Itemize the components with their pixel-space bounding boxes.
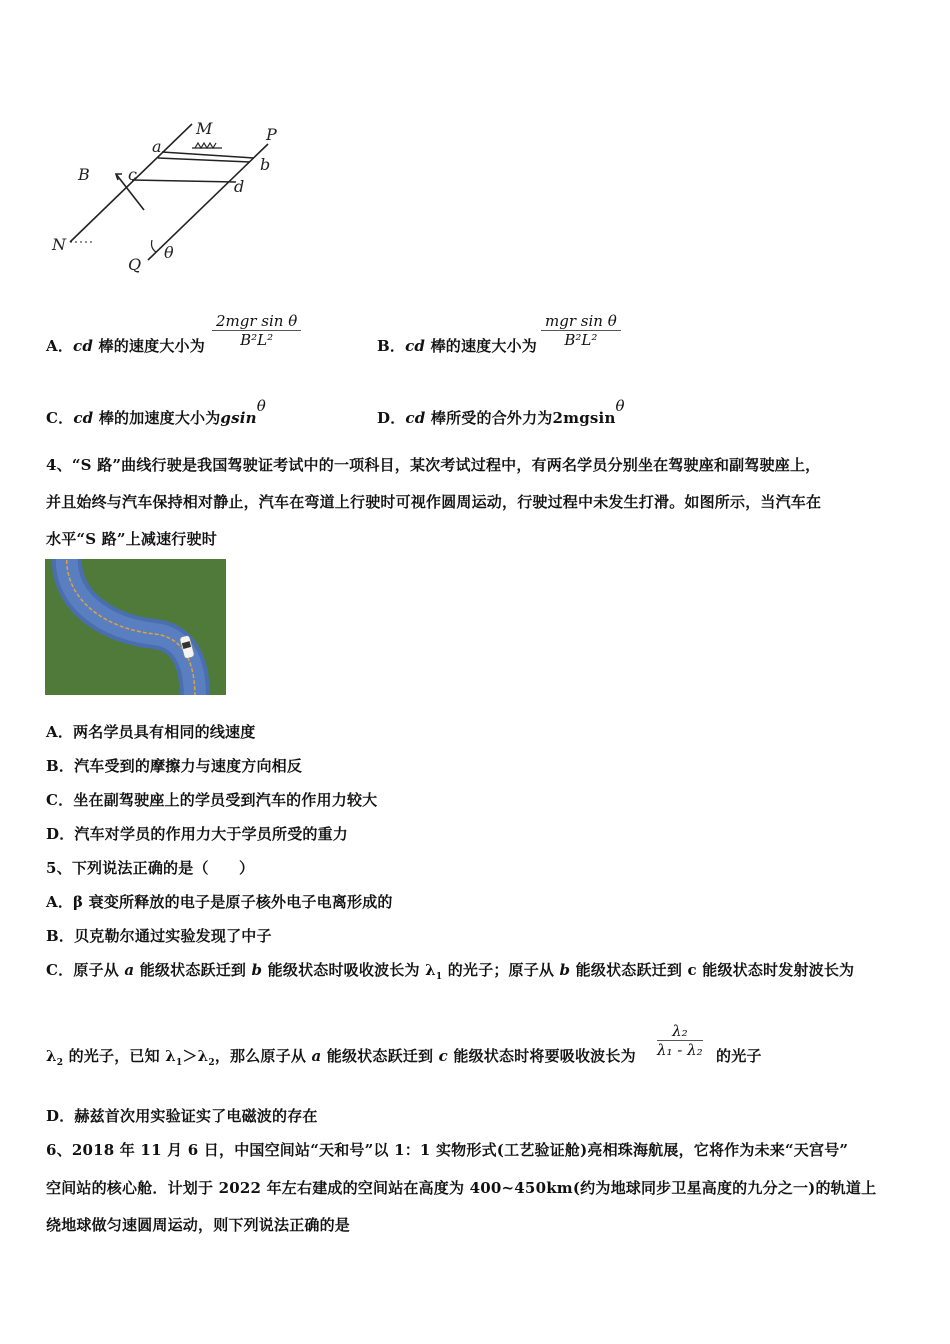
q3-option-d[interactable]: D．cd 棒所受的合外力为2mgsinθ [377,397,625,427]
q3-b-fraction: mgr sin θ B²L² [541,312,621,349]
rod-ab [162,152,254,158]
q3-a-fraction: 2mgr sin θ B²L² [212,312,301,349]
rod-ab-lower [158,158,250,162]
label-m: M [196,119,213,138]
q5-option-a[interactable]: A．β 衰变所释放的电子是原子核外电子电离形成的 [46,893,393,911]
theta-arc [152,240,157,252]
q6-stem-line3: 绕地球做匀速圆周运动，则下列说法正确的是 [46,1216,351,1234]
rail-diagram [40,110,300,285]
q3-option-a[interactable]: A．cd 棒的速度大小为 [46,337,205,355]
label-p: P [266,125,277,144]
q4-stem-line2: 并且始终与汽车保持相对静止，汽车在弯道上行驶时可视作圆周运动，行驶过程中未发生打滑。如图所示，当汽车在 [46,493,822,511]
q4-option-a[interactable]: A．两名学员具有相同的线速度 [46,723,256,741]
q5-option-b[interactable]: B．贝克勒尔通过实验发现了中子 [46,927,272,945]
label-q: Q [128,255,142,274]
s-road-image [45,559,226,695]
q6-stem-line1: 6、2018 年 11 月 6 日，中国空间站“天和号”以 1：1 实物形式(工艺验证舱)亮相珠海航展，它将作为未来“天宫号” [46,1141,849,1159]
label-a: a [152,137,162,156]
q5-c-fraction: $\frac{\text{λ₂}}{\text{λ₁ - λ₂}}$ [657,1022,703,1059]
q6-stem-line2: 空间站的核心舱．计划于 2022 年左右建成的空间站在高度为 400~450km(约为地球同步卫星高度的九分之一)的轨道上 [46,1179,877,1197]
rod-cd [132,180,236,182]
label-n: N [52,235,66,254]
q3-option-c[interactable]: C．cd 棒的加速度大小为gsinθ [46,397,266,427]
q5-option-c-line1[interactable]: C．原子从 a 能级状态跃迁到 b 能级状态时吸收波长为 $\lambda_1$ 的光子；原子从 b 能级状态跃迁到 c 能级状态时发射波长为 [46,961,855,982]
q5-stem: 5、下列说法正确的是（ ） [46,859,255,877]
label-b: b [260,155,271,174]
q5-c-tail: 的光子 [716,1047,762,1065]
label-c: c [128,165,137,184]
q4-stem-line3: 水平“S 路”上减速行驶时 [46,530,217,548]
q4-option-c[interactable]: C．坐在副驾驶座上的学员受到汽车的作用力较大 [46,791,378,809]
q4-stem-line1: 4、“S 路”曲线行驶是我国驾驶证考试中的一项科目，某次考试过程中，有两名学员分别坐在驾驶座和副驾驶座上， [46,456,821,474]
label-theta: θ [164,243,174,262]
q5-option-c-line2: $\lambda_2$ 的光子，已知 $\lambda_1>\lambda_2$，那么原子从 a 能级状态跃迁到 c 能级状态时将要吸收波长为 [46,1047,636,1068]
label-b-field: B [78,165,90,184]
q3-option-b[interactable]: B．cd 棒的速度大小为 [377,337,537,355]
q4-option-b[interactable]: B．汽车受到的摩擦力与速度方向相反 [46,757,303,775]
q4-option-d[interactable]: D．汽车对学员的作用力大于学员所受的重力 [46,825,349,843]
q5-option-d[interactable]: D．赫兹首次用实验证实了电磁波的存在 [46,1107,318,1125]
label-d: d [234,177,245,196]
